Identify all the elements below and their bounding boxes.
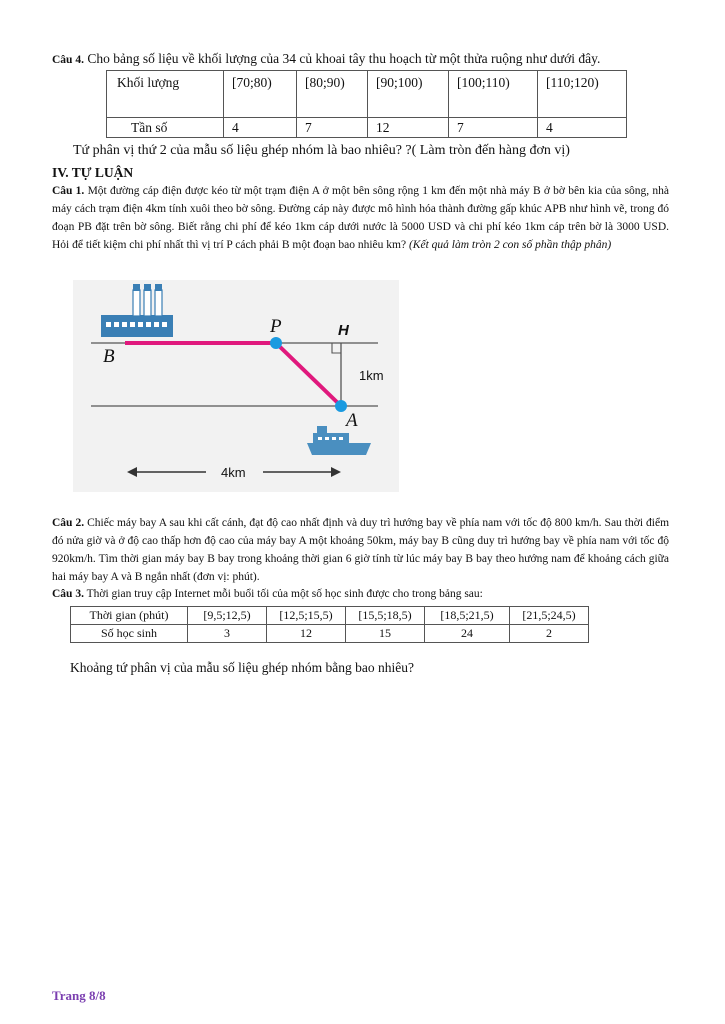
q3-interval-5: [21,5;24,5)	[510, 607, 589, 625]
q4-interval-5: [110;120)	[538, 71, 627, 118]
essay-q1-text: Một đường cáp điện được kéo từ một trạm điện A ở một bên sông rộng 1 km đến một nhà máy B ở bờ bên kia của sông, nhà máy cách trạm điện 4km tính xuôi theo bờ sông. Đường cáp này được mô hình hóa thành đường gấp khúc APB như hình vẽ, trong đó đoạn PB đặt trên bờ sông. Biết rằng chi phí để kéo 1km cáp dưới nước là 5000 USD và chi phí kéo 1km cáp trên bờ là 3000 USD. Hỏi để tiết kiệm chi phí nhất thì vị trí P cách phải B một đoạn bao nhiêu km?	[52, 185, 670, 251]
q4-frequency-table	[106, 70, 627, 138]
essay-q2-label: Câu 2.	[52, 517, 85, 529]
q4-frequency-4: 7	[449, 118, 538, 138]
q4-interval-4: [100;110)	[449, 71, 538, 118]
q3-question: Khoảng tứ phân vị của mẫu số liệu ghép nhóm bằng bao nhiêu?	[70, 660, 414, 675]
essay-q3-paragraph	[52, 585, 669, 603]
q3-frequency-table	[70, 606, 589, 643]
essay-q1-label: Câu 1.	[52, 185, 85, 197]
q3-count-1: 3	[188, 625, 267, 643]
q4-interval-3: [90;100)	[368, 71, 449, 118]
label-river-width: 1km	[359, 368, 384, 383]
label-A: A	[346, 410, 358, 431]
q4-frequency-2: 7	[297, 118, 368, 138]
q3-interval-2: [12,5;15,5)	[267, 607, 346, 625]
table-row	[71, 607, 589, 625]
q4-label: Câu 4.	[52, 54, 84, 66]
q3-interval-3: [15,5;18,5)	[346, 607, 425, 625]
label-P: P	[270, 316, 282, 337]
essay-q1-note: (Kết quả làm tròn 2 con số phần thập phân)	[408, 239, 612, 251]
figure-background	[73, 280, 399, 492]
essay-q3-text: Thời gian truy cập Internet mỗi buổi tối của một số học sinh được cho trong bảng sau:	[86, 588, 483, 600]
page-footer	[52, 988, 106, 1004]
q4-statement	[52, 51, 600, 67]
essay-q3-label: Câu 3.	[52, 588, 84, 600]
table-row	[107, 118, 627, 138]
q4-question: Tứ phân vị thứ 2 của mẫu số liệu ghép nhóm là bao nhiêu? ?( Làm tròn đến hàng đơn vị)	[73, 143, 570, 158]
label-B: B	[103, 346, 115, 367]
q3-count-5: 2	[510, 625, 589, 643]
q4-row-header-mass: Khối lượng	[107, 71, 224, 118]
q3-count-2: 12	[267, 625, 346, 643]
q3-count-4: 24	[425, 625, 510, 643]
essay-q2-text: Chiếc máy bay A sau khi cất cánh, đạt độ cao nhất định và duy trì hướng bay về phía nam với tốc độ 800 km/h. Sau thời điểm đó nửa giờ và ở độ cao thấp hơn độ cao của máy bay A một khoảng 50km, máy bay B cũng duy trì hướng bay về phía nam với tốc độ 920km/h. Tìm thời gian máy bay B bay trong khoảng thời gian 6 giờ tính từ lúc máy bay B bay theo hướng nam để khoảng cách giữa hai máy bay A và B ngắn nhất (đơn vị: phút).	[52, 517, 670, 583]
q3-row-header-students: Số học sinh	[71, 625, 188, 643]
q4-frequency-3: 12	[368, 118, 449, 138]
footer-page-number: 8/8	[88, 988, 106, 1003]
table-row	[107, 71, 627, 118]
essay-q1-paragraph	[52, 182, 669, 254]
footer-page-word: Trang	[52, 988, 86, 1003]
label-distance: 4km	[221, 465, 246, 480]
q3-count-3: 15	[346, 625, 425, 643]
q4-frequency-5: 4	[538, 118, 627, 138]
q4-interval-1: [70;80)	[224, 71, 297, 118]
q4-text: Cho bảng số liệu về khối lượng của 34 củ khoai tây thu hoạch từ một thửa ruộng như dưới đây.	[87, 51, 601, 66]
q3-interval-1: [9,5;12,5)	[188, 607, 267, 625]
label-H: H	[338, 322, 349, 339]
river-cable-figure	[73, 280, 399, 492]
q4-interval-2: [80;90)	[297, 71, 368, 118]
q4-row-header-frequency: Tần số	[107, 118, 224, 138]
q4-frequency-1: 4	[224, 118, 297, 138]
q3-interval-4: [18,5;21,5)	[425, 607, 510, 625]
table-row	[71, 625, 589, 643]
essay-q2-paragraph	[52, 514, 669, 586]
section-title: IV. TỰ LUẬN	[52, 165, 134, 180]
point-P-marker	[270, 337, 282, 349]
q3-row-header-time: Thời gian (phút)	[71, 607, 188, 625]
